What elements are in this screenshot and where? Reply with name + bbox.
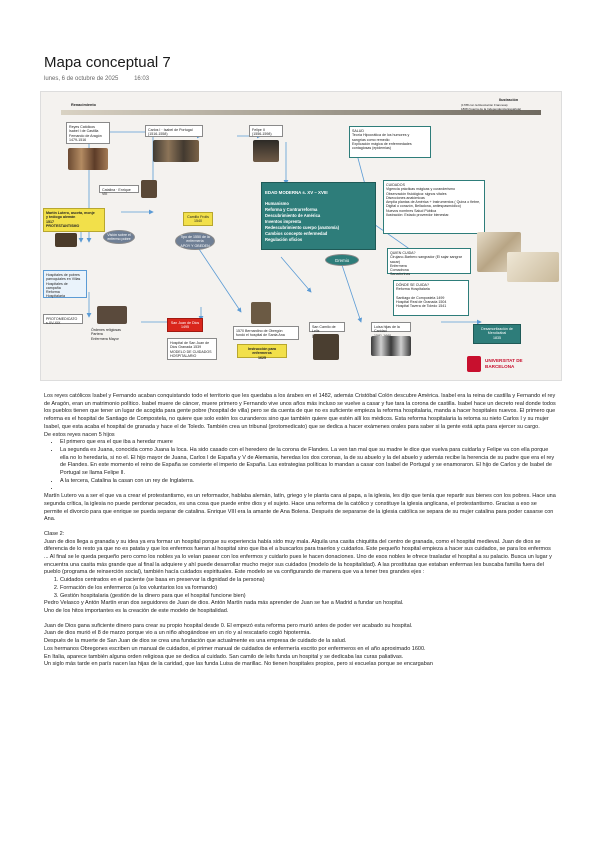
portrait-lutero	[55, 233, 77, 247]
edad-moderna-title: EDAD MODERNA s. XV – XVIII	[265, 190, 328, 196]
paragraph-reyes: Los reyes católicos Isabel y Fernando acaban conquistando todo el territorio que les quedaba a los árabes en el 1482, además Cristóbal Colón descubre América. Isabel era la reina de castilla y Fernando el rey de Aragón, eran un matrimonio político. Isabel muere de cáncer, muere primero y Fernando vive unos años más incluso se vuelve a casar y fue tara la corona de castilla. Isabel hace un decreto real donde todos los pueblos tienen que tener un lugar de acogida para gente pobre (hospital de villa) pero se da cuenta de que no es suficiente empieza la reforma hospitalaria, manda a hacer hospitales nuevos. El primero que reforma es el hospital de Santiago de Compostela, no quiere que solo estén los curanderos sino que también quiere que estén allí los médicos. Esta reforma hospitalaria la retoma su nieto Carlos I y su mujer Isabel, que esta acaba el hospital de granada y hace el de Toledo. También crea un tribunal (protomedicato) que se dedica a hacer exámenes orales para saber si la gente está apta para ejercer su cargo.	[44, 393, 556, 430]
paragraph-hitos: Uno de los hitos importantes es la creación de este modelo de hospitalidad.	[44, 607, 229, 614]
hijos-list	[44, 439, 556, 493]
edad-moderna-box	[261, 182, 376, 250]
ejes-list	[44, 577, 556, 600]
list-item: 1. Cuidados centrados en el paciente (se basa en preservar la dignidad de la persona)	[60, 577, 556, 585]
salud-box: SALUD Teoría Hipocrática de los humores y sangrías como remedio Explicación mágica de enfermedades contagiosas (epidemias)	[349, 126, 431, 158]
ub-seal-icon	[467, 356, 481, 372]
list-item: 3. Gestión hospitalaria (gestión de la dinero para que el hospital funcione bien)	[60, 593, 556, 601]
portrait-reyes	[68, 148, 108, 170]
ilustracion-dates: (1788 con la Revolución Francesa) 1808 (Guerra de la Independencia Española)	[461, 103, 522, 111]
portrait-felipe	[253, 140, 279, 162]
catalina-box: Catalina · Enrique VIII	[99, 185, 139, 193]
instruccion-box: Instrucción para enfermeros 1625	[237, 344, 287, 358]
protomedicato-box: PROTOMEDICATO s.XV-XIX	[43, 314, 83, 324]
paragraph-juan-dios: Juan de dios llega a granada y su idea ya era formar un hospital porque su experiencia había sido muy mala. Alquila una casita chiquitita del centro de granada, como el hospital medieval. Juan de dios se diferencia de lo resto ya que no es patata y que los enfermos fueran al hospital sino que iba el a buscarlos para traerlos y cuidarlos. Este pequeño hospital empieza a hacer sus cuidados, se para los enfermos ... Al final se le queda pequeño pero como los nobles ya lo veían pasear con los enfermos y cuidarlo pues le hacen donaciones. Uno de esos nobles le ofrece trasladar el hospital a su palacio. Busca un lugar y encuentra una casita más grande que al final la adquiere y ahí puede desarrollar mucho mejor sus cuidados (modelo de la hospitalidad). A las prostitutas que estaban enfermas les buscaba familia fuera del pueblo (programa de reinserción social), también hacía cuidados espirituales. Este modelo se va configurando de manera que va a tener tres grandes ejes :	[44, 538, 552, 576]
spacer	[44, 524, 556, 531]
paragraph-paris: Un siglo más tarde en parís nacen las hijas de la caridad, que las funda Luisa de marillac. No tienen hospitales propios, pero si escuelas porque se encargaban	[44, 661, 433, 668]
paragraph-hijos: De estos reyes nacen 5 hijos	[44, 431, 115, 438]
reyes-catolicos-box: Reyes Católicos Isabel I de Castilla Fernando de Aragón 1479-1516	[66, 122, 110, 144]
juan-dios-box: San Juan de Dios 1495	[167, 318, 203, 332]
camilo-lelis-box: San Camilo de Lelis	[309, 322, 345, 332]
paragraph-italia: En Italia, aparece también alguna orden religiosa que se dedica al cuidado. San camilo de lelis funda un hospital y se dedicaba las curas paliativas.	[44, 653, 404, 660]
paragraph-muerte: Juan de dios murió el 8 de marzo porque vio a un niño ahogándose en un río y al rescatarlo cogió hipotermia.	[44, 630, 311, 637]
renacimiento-label: Renacimiento	[71, 103, 96, 107]
ilustracion-label: Ilustración	[499, 98, 519, 102]
list-item	[60, 485, 556, 493]
tipo-1550-box: Tipo de 1550 de la enfermería APOY Y OBEDEN	[175, 232, 215, 250]
portrait-carlos	[153, 140, 199, 162]
desamortizacion-box: Desamortización de Mendizábal 1835	[473, 324, 521, 344]
hospital-juan-box: Hospital de San Juan de Dios Granada 1539 MODELO DE CUIDADOS HOSPITALARIO	[167, 338, 217, 360]
pobre-enfermo-box: Visión sobre el enfermo pobre	[103, 230, 135, 244]
portrait-camilo	[313, 334, 339, 360]
camillo-box: Camillo Frolis 1540	[183, 212, 213, 226]
list-item: • El primero que era el que iba a heredar muere	[60, 439, 556, 447]
page-title: Mapa conceptual 7	[44, 54, 171, 71]
quien-cuida-box: QUIEN CUIDA? Cirujano-Barbero sangrador (El sajar sangrar sacar) Enfermera Comadrona Sanadorinas	[387, 248, 471, 274]
list-item: • La segunda es Juana, conocida como Juana la loca. Ha sido casado con el heredero de la corona de Flandes. La ven tan mal que su madre le dice que vuelva para cuidarla y Felipe va con ella porque ella no lo heredaría, si no el. El hijo mayor de Juana, Carlos I de España y V de Alemania, heredas los dos coronas, la de su abuelo y la del abuelo y además recibe la herencia de su padre que era el rey de Flandes. En este momento el reino de España se convierte el imperio de España. Las estrategias políticas lo mandan a casar con Isabel de Portugal y se enamoraron. El hijo de Carlos y de Isabel de Portugal se llama Felipe II.	[60, 447, 556, 478]
hospitales-box: Hospitales de pobres parroquiales en Villas Hospitales de campaña Reforma Hospitalaria	[43, 270, 87, 298]
page-meta	[44, 76, 163, 82]
bernardino-box: 1570 Bernardino de Obregón fundó el hospital de Santa Ana	[233, 326, 299, 340]
paragraph-fundacion: Después de la muerte de San Juan de dios se crea una fundación que actualmente es una empresa de cuidado de la salud.	[44, 638, 347, 645]
ub-logo-text: UNIVERSITAT DE BARCELONA	[485, 358, 523, 369]
edad-moderna-items: Humanismo Reforma y Contrarreforma Descubrimiento de América Inventos imprenta Redescubrimiento cuerpo (anatomía) Cambios concepto enfermedad Regulación oficios	[265, 200, 339, 242]
list-item: 2. Formación de los enfermeros (a los voluntarios los va formando)	[60, 585, 556, 593]
portrait-catalina	[141, 180, 157, 198]
paragraph-dinero: Juan de Dios gana suficiente dinero para crear su propio hospital desde 0. El empezó esta reforma pero murió antes de poder ver acabado su hospital.	[44, 622, 413, 629]
notes-body	[44, 393, 556, 669]
carlos-box: Carlos I · Isabel de Portugal (1516-1558)	[145, 125, 203, 137]
felipe-box: Felipe II (1556-1598)	[249, 125, 283, 137]
spacer	[44, 616, 556, 623]
cuidados-box: CUIDADOS Vigencia prácticas mágicas y curanderismo Observación fisiológica: signos vitales Disecciones anatómicas Amplia plantas de América + Instrumentos ( Quina o fiebre, Digital o corazón, Belladona, antiespasmódico) Nuevos nombres Salud Pública Ilustración: Estado proveedor bienestar.	[383, 180, 485, 234]
page-time: 16:03	[134, 76, 150, 82]
paragraph-seguidores: Pedro Velasco y Antón Martín eran dos seguidores de Juan de dios. Antón Martín nada más aprender de Juan se fue a Madrid a fundar un hospital.	[44, 600, 404, 607]
portrait-ordenes	[97, 306, 127, 324]
portrait-hijas	[371, 336, 411, 356]
concept-map-image	[40, 91, 562, 381]
luisa-box: Luisa hijas de la Caridad	[371, 322, 411, 332]
martin-lutero-box: Martín Lutero, asceta, monje y teólogo alemán 1517 PROTESTANTISMO	[43, 208, 105, 232]
portrait-hospital-sketch	[507, 252, 559, 282]
page-date: lunes, 6 de octubre de 2025	[44, 76, 119, 82]
ub-logo	[467, 354, 539, 374]
gremio-box: Gremio	[325, 254, 359, 266]
list-item: • A la tercera, Catalina la casan con un rey de Inglaterra.	[60, 478, 556, 486]
donde-cuida-box: DÓNDE SE CUIDA? Reforma Hospitalaria Santiago de Compostela 1499 Hospital Real de Granada 1504 Hospital Tavera de Toledo 1541	[393, 280, 469, 316]
portrait-bernardino	[251, 302, 271, 324]
paragraph-obregones: Los hermanos Obregones escriben un manual de cuidados, el primer manual de cuidados de enfermería escrito por enfermeros en el año aproximado 1600.	[44, 645, 426, 652]
paragraph-lutero: Martín Lutero va a ser el que va a crear el protestantismo, es un reformador, hablaba alemán, latín, griego y le planta cara al papa, a la iglesia, les dijo que tenía que repartir sus bienes con los pobres. Hace una segunda crítica, la iglesia no puede perdonar pecados, es una cosa que puede entre dios y el sujeto. Hace una reforma de la católico y constituye la iglesia anglicana, el protestantismo. Gracias a eso se permite el divorcio para que enrique se pueda separar de catalina. Enrique VIII era la amante de Ana Bolena. Después de separarse de la iglesia católica se separa de su mujer catalina para poder casarse con Ana.	[44, 493, 556, 523]
heading-clase-2: Clase 2:	[44, 530, 65, 537]
ordenes-box: Órdenes religiosas Partera Enfermera Mayor	[91, 328, 121, 341]
